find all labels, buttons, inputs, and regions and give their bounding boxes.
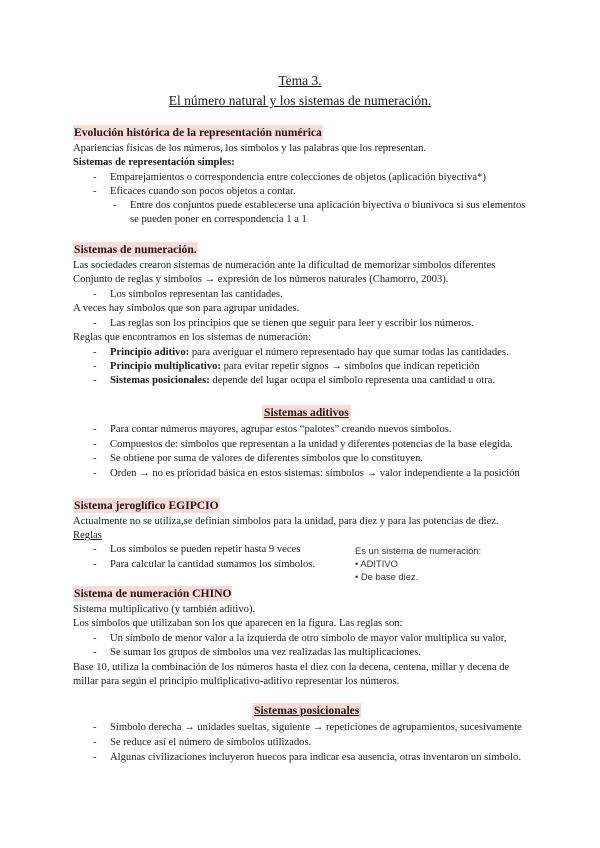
subheading: Sistemas de representación simples: bbox=[73, 157, 235, 168]
paragraph: millar para según el principio multiplicativo-aditivo representar los números. bbox=[73, 676, 400, 687]
bullet-dash: - bbox=[93, 737, 97, 748]
bullet-dash: - bbox=[93, 375, 97, 386]
side-note-line: • De base diez. bbox=[355, 571, 419, 582]
list-item-text: Algunas civilizaciones incluyeron huecos para indicar esa ausencia, otras inventaron un símbolo. bbox=[110, 752, 521, 763]
rule-text: para evitar repetir signos → símbolos que indican repetición bbox=[220, 361, 480, 372]
section-heading-aditivos: Sistemas aditivos bbox=[264, 406, 349, 419]
rule-text: para averiguar el número representado hay que sumar todas las cantidades. bbox=[189, 347, 509, 358]
list-item-text: Emparejamientos o correspondencia entre colecciones de objetos (aplicación biyectiva*) bbox=[110, 172, 486, 183]
paragraph: Reglas que encontramos en los sistemas de numeración: bbox=[73, 332, 312, 343]
paragraph: Las sociedades crearon sistemas de numeración ante la dificultad de memorizar símbolos diferentes bbox=[73, 260, 496, 271]
section-heading-evolucion: Evolución histórica de la representación numérica bbox=[74, 126, 322, 139]
bullet-dash: - bbox=[93, 544, 97, 555]
document-title-line2: El número natural y los sistemas de numeración. bbox=[168, 93, 432, 108]
list-item-text: Se obtiene por suma de valores de diferentes símbolos que lo constituyen. bbox=[110, 453, 424, 464]
list-item-text: Compuestos de: símbolos que representan a la unidad y diferentes potencias de la base elegida. bbox=[110, 439, 513, 450]
list-item-text: Eficaces cuando son pocos objetos a contar. bbox=[110, 186, 296, 197]
subheading-reglas: Reglas bbox=[73, 530, 102, 541]
list-item-text: Para calcular la cantidad sumamos los símbolos. bbox=[110, 559, 316, 570]
list-item-text bbox=[110, 360, 480, 374]
bullet-dash: - bbox=[93, 559, 97, 570]
paragraph: Apariencias físicas de los números, los símbolos y las palabras que los representan. bbox=[73, 143, 427, 154]
list-item-text: se pueden poner en correspondencia 1 a 1 bbox=[130, 214, 307, 225]
list-item-text bbox=[110, 374, 495, 388]
list-item-text: Los símbolos se pueden repetir hasta 9 veces bbox=[110, 544, 301, 555]
list-item-text bbox=[110, 346, 509, 360]
bullet-dash: - bbox=[93, 722, 97, 733]
bullet-dash: - bbox=[93, 752, 97, 763]
side-note-line: • ADITIVO bbox=[355, 558, 398, 569]
bullet-dash: - bbox=[93, 424, 97, 435]
paragraph: Base 10, utiliza la combinación de los números hasta el diez con la decena, centena, millar y decena de bbox=[73, 662, 510, 673]
rule-label: Principio multiplicativo: bbox=[110, 361, 221, 372]
list-item-text: Para contar números mayores, agrupar estos “palotes” creando nuevos símbolos. bbox=[110, 424, 452, 435]
list-item-text: Se reduce así el número de símbolos utilizados. bbox=[110, 737, 312, 748]
bullet-dash: - bbox=[93, 361, 97, 372]
paragraph: Los símbolos que utilizaban son los que aparecen en la figura. Las reglas son: bbox=[73, 618, 403, 629]
list-item-text: Se suman los grupos de símbolos una vez realizadas las multiplicaciones. bbox=[110, 647, 421, 658]
bullet-dash: - bbox=[93, 347, 97, 358]
bullet-dash: - bbox=[93, 289, 97, 300]
document-title-line1: Tema 3. bbox=[278, 73, 322, 88]
bullet-dash: - bbox=[113, 200, 117, 211]
paragraph: Sistema multiplicativo (y también aditivo). bbox=[73, 604, 256, 615]
bullet-dash: - bbox=[93, 318, 97, 329]
section-heading-egipcio: Sistema jeroglífico EGIPCIO bbox=[74, 499, 219, 512]
bullet-dash: - bbox=[93, 633, 97, 644]
bullet-dash: - bbox=[93, 186, 97, 197]
list-item-text: Un símbolo de menor valor a la izquierda de otro símbolo de mayor valor multiplica su valor, bbox=[110, 633, 507, 644]
paragraph: Conjunto de reglas y símbolos → expresión de los números naturales (Chamorro, 2003). bbox=[73, 274, 449, 285]
rule-label: Sistemas posicionales: bbox=[110, 375, 210, 386]
bullet-dash: - bbox=[93, 439, 97, 450]
bullet-dash: - bbox=[93, 172, 97, 183]
bullet-dash: - bbox=[93, 453, 97, 464]
section-heading-posicionales: Sistemas posicionales bbox=[254, 704, 360, 717]
rule-label: Principio aditivo: bbox=[110, 347, 190, 358]
list-item-text: Entre dos conjuntos puede establecerse una aplicación biyectiva o biunívoca si sus elementos bbox=[130, 200, 526, 211]
bullet-dash: - bbox=[93, 647, 97, 658]
list-item-text: Los símbolos representan las cantidades. bbox=[110, 289, 283, 300]
list-item-text: Símbolo derecha → unidades sueltas, siguiente → repeticiones de agrupamientos, sucesivamente bbox=[110, 722, 522, 733]
rule-text: depende del lugar ocupa el símbolo representa una cantidad u otra. bbox=[209, 375, 496, 386]
side-note-line: Es un sistema de numeración: bbox=[355, 545, 482, 556]
section-heading-chino: Sistema de numeración CHINO bbox=[74, 587, 232, 600]
bullet-dash: - bbox=[93, 468, 97, 479]
paragraph: Actualmente no se utiliza,se definían símbolos para la unidad, para diez y para las potencias de diez. bbox=[73, 516, 499, 527]
paragraph: A veces hay símbolos que son para agrupar unidades. bbox=[73, 303, 300, 314]
list-item-text: Las reglas son los principios que se tienen que seguir para leer y escribir los números. bbox=[110, 318, 474, 329]
section-heading-sistemas: Sistemas de numeración. bbox=[74, 243, 197, 256]
list-item-text: Orden → no es prioridad básica en estos sistemas: símbolos → valor independiente a la posición bbox=[110, 468, 520, 479]
